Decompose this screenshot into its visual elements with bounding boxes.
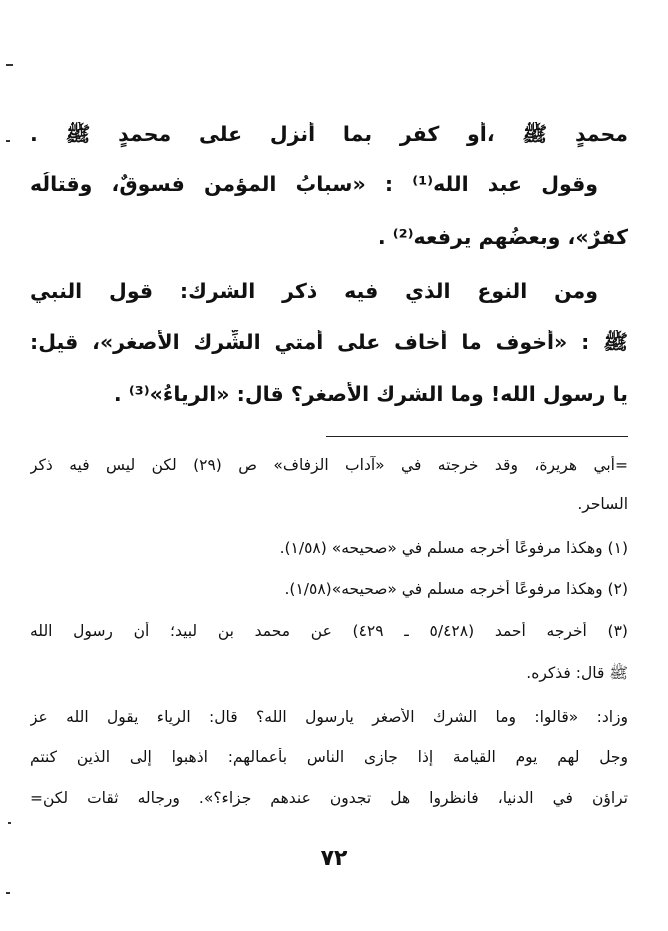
main-text-line: محمدٍ ﷺ ،أو كفر بما أُنزل على محمدٍ ﷺ . [30,122,628,146]
footnote-line: الساحر. [577,495,628,513]
footnote-separator [326,436,628,437]
margin-mark [6,140,10,142]
margin-mark [6,64,13,66]
footnote-line: (٣) أخرجه أحمد (٥/٤٢٨ ـ ٤٢٩) عن محمد بن لبيد؛ أن رسول الله [30,622,628,640]
main-text-line: كفرٌ»، وبعضُهم يرفعه⁽²⁾ . [377,225,628,249]
footnote-line: (٢) وهكذا مرفوعًا أخرجه مسلم في «صحيحه»(١/٥٨). [284,580,628,598]
footnote-line: تراؤن في الدنيا، فانظروا هل تجدون عندهم جزاء؟». ورجاله ثقات لكن= [30,789,628,807]
main-text-line: ومن النوع الذي فيه ذكر الشرك: قول النبي [30,279,598,303]
footnote-line: (١) وهكذا مرفوعًا أخرجه مسلم في «صحيحه» (١/٥٨). [279,539,628,557]
main-text-line: وقول عبد الله⁽¹⁾ : «سبابُ المؤمن فسوقٌ، وقتالُه [30,172,598,196]
main-text-line: يا رسول الله! وما الشرك الأصغر؟ قال: «الرياءُ»⁽³⁾ . [113,382,628,406]
footnote-line: ﷺ قال: فذكره. [526,664,628,682]
main-text-line: ﷺ : «أخوف ما أخاف على أمتي الشِّرك الأصغر»، قيل: [30,330,628,354]
footnote-line: =أبي هريرة، وقد خرجته في «آداب الزفاف» ص (٢٩) لكن ليس فيه ذكر [30,456,628,474]
margin-mark [8,822,11,824]
margin-mark [6,892,10,894]
page-number: ٧٢ [320,846,348,871]
footnote-line: وزاد: «قالوا: وما الشرك الأصغر يارسول الله؟ قال: الرياء يقول الله عز [30,708,628,726]
footnote-line: وجل لهم يوم القيامة إذا جازى الناس بأعمالهم: اذهبوا إلى الذين كنتم [30,748,628,766]
